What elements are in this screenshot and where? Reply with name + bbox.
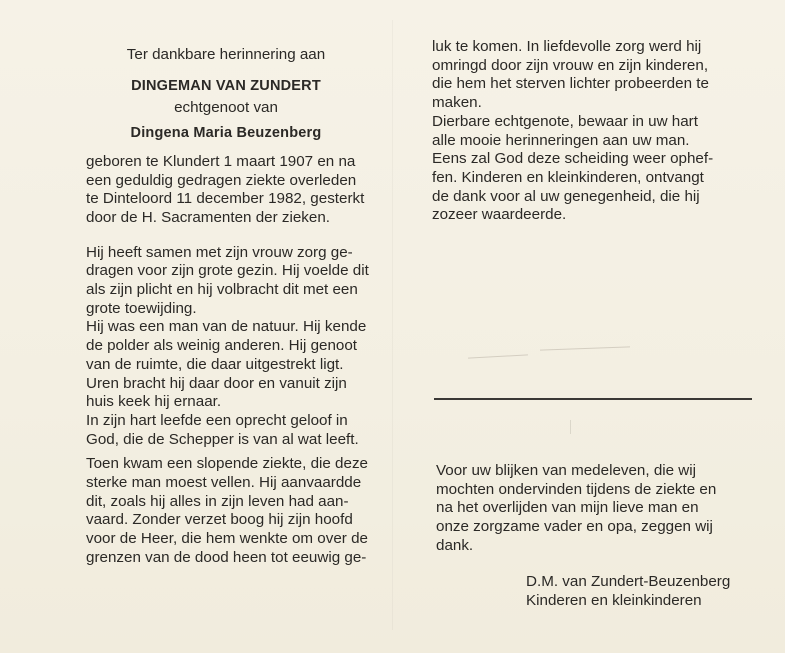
- text-line: als zijn plicht en hij volbracht dit met een: [86, 281, 358, 299]
- text-line: Dierbare echtgenote, bewaar in uw hart: [432, 112, 698, 130]
- text-line: voor de Heer, die hem wenkte om over de: [86, 530, 368, 548]
- paragraph-illness: [86, 455, 366, 567]
- text-line: alle mooie herinneringen aan uw man.: [432, 131, 690, 149]
- text-line: Uren bracht hij daar door en vanuit zijn: [86, 374, 347, 392]
- text-line: onze zorgzame vader en opa, zeggen wij: [436, 518, 713, 536]
- deceased-name: DINGEMAN VAN ZUNDERT: [131, 77, 321, 94]
- right-column: [432, 38, 762, 225]
- text-line: Toen kwam een slopende ziekte, die deze: [86, 455, 368, 473]
- bio-line: door de H. Sacramenten der zieken.: [86, 208, 330, 226]
- text-line: fen. Kinderen en kleinkinderen, ontvangt: [432, 168, 704, 186]
- text-line: God, die de Schepper is van al wat leeft.: [86, 430, 359, 448]
- spouse-name: Dingena Maria Beuzenberg: [130, 125, 322, 142]
- text-line: grenzen van de dood heen tot eeuwig ge-: [86, 548, 367, 566]
- text-line: de dank voor al uw genegenheid, die hij: [432, 187, 700, 205]
- paragraph-life: [86, 243, 369, 450]
- signature-family: Kinderen en kleinkinderen: [526, 591, 702, 609]
- center-fold: [392, 20, 393, 630]
- text-line: dit, zoals hij alles in zijn leven had aan-: [86, 492, 349, 510]
- text-line: In zijn hart leefde een oprecht geloof in: [86, 411, 348, 429]
- left-column: [86, 38, 369, 568]
- text-line: huis keek hij ernaar.: [86, 393, 222, 411]
- text-line: de polder als weinig anderen. Hij genoot: [86, 337, 358, 355]
- signature-block: [526, 573, 730, 610]
- paragraph-continuation: [432, 38, 762, 225]
- bio-line: te Dinteloord 11 december 1982, gesterkt: [86, 190, 365, 208]
- signature-name: D.M. van Zundert-Beuzenberg: [526, 573, 731, 590]
- text-line: dragen voor zijn grote gezin. Hij voelde dit: [86, 262, 369, 280]
- bio-line: geboren te Klundert 1 maart 1907 en na: [86, 152, 356, 170]
- thanks-block: [436, 462, 761, 556]
- divider-line: [434, 398, 752, 400]
- text-line: grote toewijding.: [86, 299, 197, 317]
- text-line: na het overlijden van mijn lieve man en: [436, 499, 699, 517]
- paper-smudge: [468, 354, 528, 358]
- biography: [86, 153, 366, 228]
- text-line: Hij heeft samen met zijn vrouw zorg ge-: [86, 243, 353, 261]
- text-line: Voor uw blijken van medeleven, die wij: [436, 462, 697, 479]
- text-line: mochten ondervinden tijdens de ziekte en: [436, 480, 717, 498]
- bio-line: een geduldig gedragen ziekte overleden: [86, 171, 357, 189]
- spouse-label: echtgenoot van: [174, 99, 278, 117]
- text-line: dank.: [436, 536, 474, 554]
- text-line: luk te komen. In liefdevolle zorg werd hij: [432, 38, 702, 55]
- text-line: vaard. Zonder verzet boog hij zijn hoofd: [86, 511, 353, 529]
- paper-smudge: [540, 346, 630, 350]
- text-line: Eens zal God deze scheiding weer ophef-: [432, 150, 714, 168]
- text-line: die hem het sterven lichter probeerden te: [432, 75, 709, 93]
- text-line: sterke man moest vellen. Hij aanvaardde: [86, 474, 362, 492]
- text-line: zozeer waardeerde.: [432, 206, 567, 224]
- text-line: maken.: [432, 94, 482, 112]
- text-line: Hij was een man van de natuur. Hij kende: [86, 318, 367, 336]
- text-line: omringd door zijn vrouw en zijn kinderen,: [432, 56, 709, 74]
- intro-text: Ter dankbare herinnering aan: [126, 46, 326, 63]
- paper-mark: [570, 420, 571, 434]
- text-line: van de ruimte, die daar uitgestrekt ligt.: [86, 355, 344, 373]
